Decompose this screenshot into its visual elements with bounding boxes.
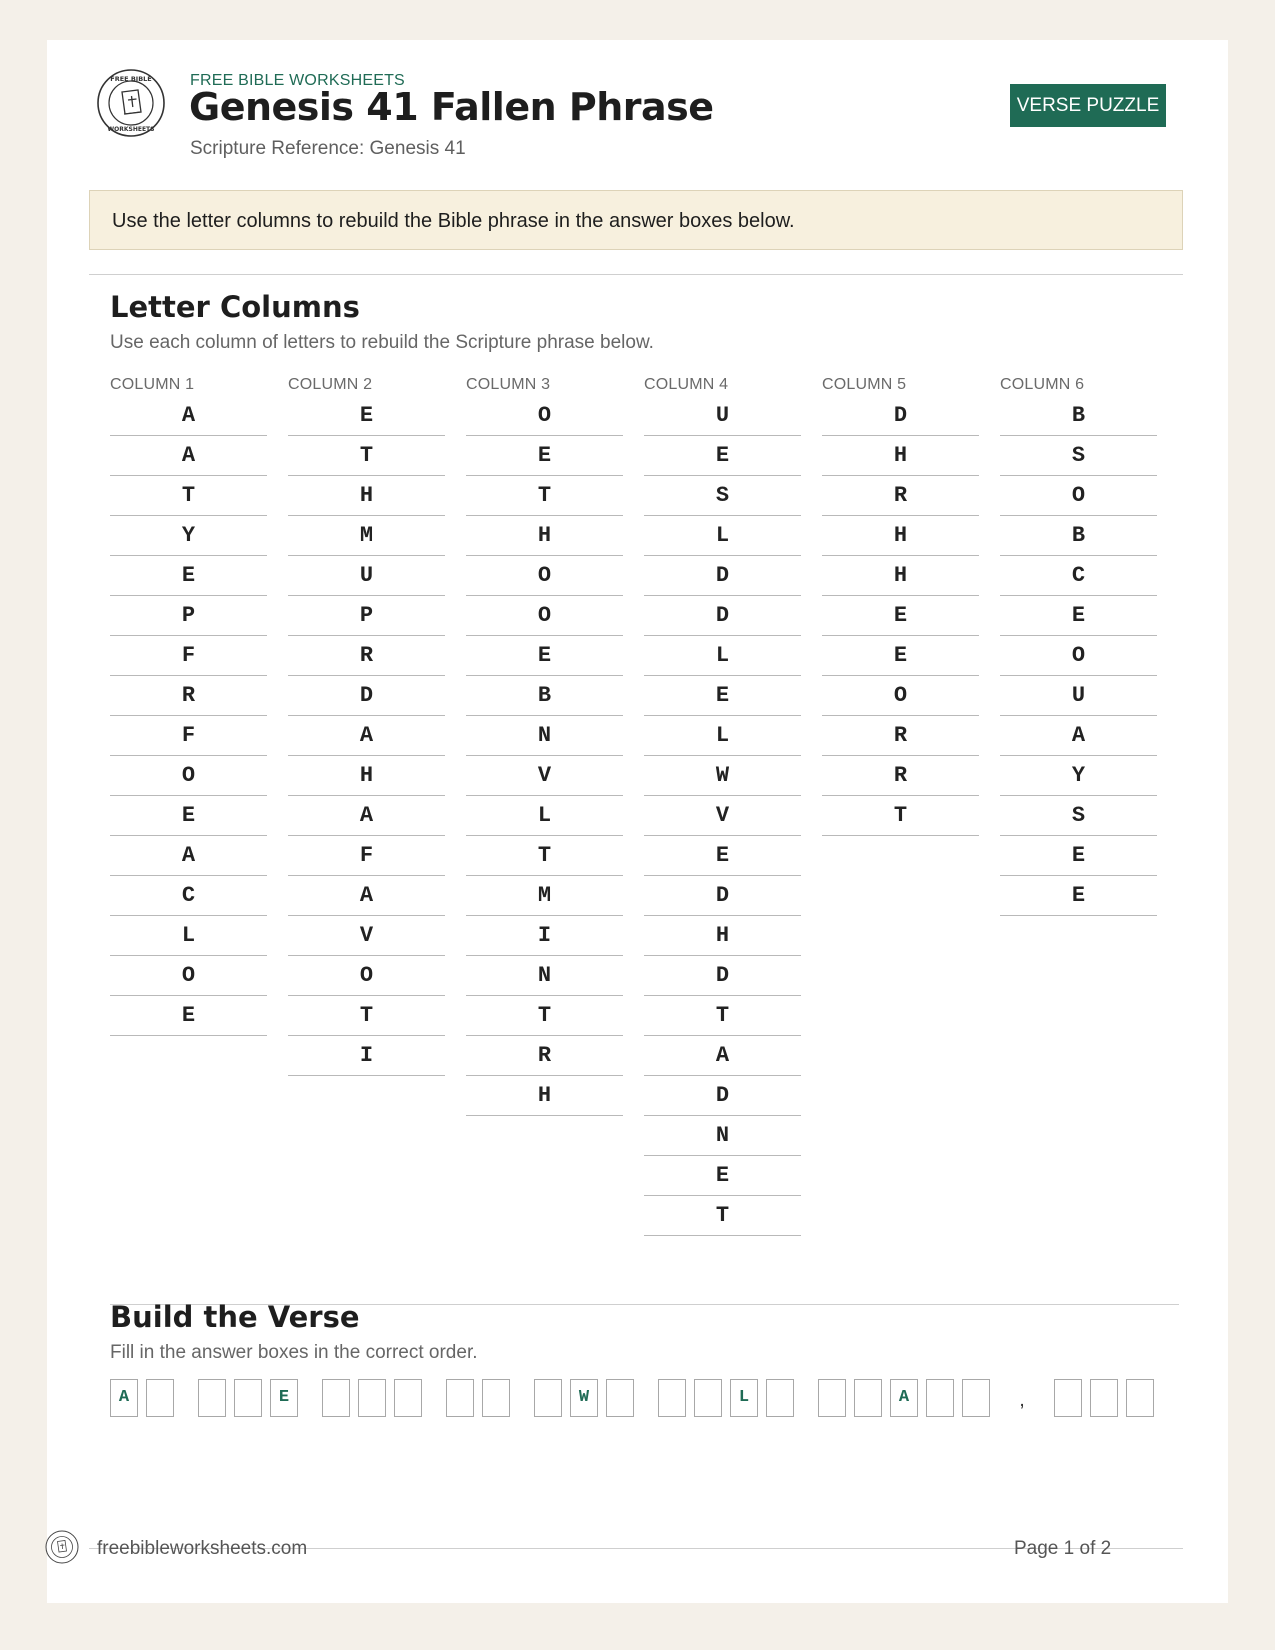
footer-logo-icon bbox=[45, 1530, 79, 1564]
answer-box[interactable] bbox=[446, 1379, 474, 1417]
column-label: COLUMN 5 bbox=[822, 376, 907, 393]
answer-box[interactable] bbox=[766, 1379, 794, 1417]
letter-cell: U bbox=[1000, 676, 1157, 716]
logo-text-bottom: WORKSHEETS bbox=[107, 126, 155, 133]
footer-site: freebibleworksheets.com bbox=[97, 1538, 308, 1559]
answer-box[interactable] bbox=[534, 1379, 562, 1417]
letter-cell: P bbox=[110, 596, 267, 636]
letter-cell: E bbox=[1000, 876, 1157, 916]
letter-cell: D bbox=[288, 676, 445, 716]
letter-cell: T bbox=[466, 836, 623, 876]
answer-box[interactable] bbox=[694, 1379, 722, 1417]
answer-box[interactable] bbox=[818, 1379, 846, 1417]
answer-box[interactable] bbox=[198, 1379, 226, 1417]
letter-cell: E bbox=[822, 596, 979, 636]
letter-cell: D bbox=[822, 396, 979, 436]
letter-cell: A bbox=[288, 796, 445, 836]
answer-box[interactable] bbox=[606, 1379, 634, 1417]
letter-cell: E bbox=[466, 636, 623, 676]
build-verse-title: Build the Verse bbox=[110, 1300, 360, 1334]
letter-cell: E bbox=[466, 436, 623, 476]
letter-cell: A bbox=[110, 836, 267, 876]
page-number: Page 1 of 2 bbox=[1014, 1538, 1112, 1559]
letter-cell: A bbox=[1000, 716, 1157, 756]
letter-cell: F bbox=[110, 716, 267, 756]
column-label: COLUMN 1 bbox=[110, 376, 195, 393]
answer-box-hint: W bbox=[570, 1379, 598, 1417]
letter-cell: A bbox=[288, 876, 445, 916]
letter-cell: L bbox=[466, 796, 623, 836]
header bbox=[47, 40, 1228, 180]
verse-puzzle-badge: VERSE PUZZLE bbox=[1010, 84, 1166, 127]
column-label: COLUMN 3 bbox=[466, 376, 551, 393]
letter-cell: L bbox=[110, 916, 267, 956]
letter-cell: T bbox=[644, 996, 801, 1036]
letter-cell: O bbox=[1000, 476, 1157, 516]
letter-cell: L bbox=[644, 716, 801, 756]
letter-cell: E bbox=[1000, 596, 1157, 636]
letter-cell: E bbox=[110, 796, 267, 836]
letter-cell: T bbox=[466, 476, 623, 516]
letter-cell: R bbox=[822, 716, 979, 756]
letter-cell: Y bbox=[1000, 756, 1157, 796]
letter-cell: T bbox=[110, 476, 267, 516]
instructions-text: Use the letter columns to rebuild the Bible phrase in the answer boxes below. bbox=[112, 210, 795, 232]
letter-cell: M bbox=[466, 876, 623, 916]
letter-cell: D bbox=[644, 556, 801, 596]
answer-box[interactable] bbox=[394, 1379, 422, 1417]
letter-cell: H bbox=[466, 1076, 623, 1116]
letter-cell: H bbox=[466, 516, 623, 556]
letter-columns-grid bbox=[110, 376, 1170, 1276]
column-label: COLUMN 4 bbox=[644, 376, 729, 393]
letter-cell: T bbox=[644, 1196, 801, 1236]
letter-columns-subtitle: Use each column of letters to rebuild the Scripture phrase below. bbox=[110, 332, 654, 353]
letter-cell: H bbox=[288, 756, 445, 796]
letter-cell: H bbox=[822, 556, 979, 596]
letter-cell: N bbox=[466, 956, 623, 996]
brand-label: FREE BIBLE WORKSHEETS bbox=[190, 72, 405, 89]
letter-cell: R bbox=[466, 1036, 623, 1076]
letter-cell: O bbox=[822, 676, 979, 716]
letter-cell: O bbox=[110, 956, 267, 996]
letter-cell: O bbox=[466, 556, 623, 596]
answer-box[interactable] bbox=[962, 1379, 990, 1417]
letter-cell: W bbox=[644, 756, 801, 796]
letter-cell: D bbox=[644, 876, 801, 916]
letter-cell: A bbox=[288, 716, 445, 756]
letter-cell: O bbox=[466, 596, 623, 636]
answer-box[interactable] bbox=[482, 1379, 510, 1417]
letter-cell: A bbox=[110, 436, 267, 476]
answer-box[interactable] bbox=[658, 1379, 686, 1417]
letter-cell: E bbox=[1000, 836, 1157, 876]
letter-cell: V bbox=[288, 916, 445, 956]
answer-box[interactable] bbox=[854, 1379, 882, 1417]
letter-cell: T bbox=[822, 796, 979, 836]
worksheet-page bbox=[47, 40, 1228, 1603]
letter-cell: M bbox=[288, 516, 445, 556]
answer-box[interactable] bbox=[234, 1379, 262, 1417]
letter-cell: V bbox=[644, 796, 801, 836]
letter-cell: D bbox=[644, 596, 801, 636]
letter-cell: T bbox=[288, 436, 445, 476]
page-title: Genesis 41 Fallen Phrase bbox=[189, 85, 714, 129]
answer-boxes bbox=[110, 1379, 1170, 1419]
letter-cell: E bbox=[644, 836, 801, 876]
answer-box[interactable] bbox=[1090, 1379, 1118, 1417]
letter-cell: V bbox=[466, 756, 623, 796]
letter-cell: F bbox=[288, 836, 445, 876]
letter-cell: E bbox=[110, 996, 267, 1036]
letter-cell: B bbox=[1000, 516, 1157, 556]
letter-cell: R bbox=[822, 476, 979, 516]
instructions-box bbox=[89, 190, 1183, 250]
bible-logo-icon bbox=[96, 68, 166, 138]
letter-cell: T bbox=[288, 996, 445, 1036]
column-label: COLUMN 2 bbox=[288, 376, 373, 393]
letter-cell: O bbox=[466, 396, 623, 436]
letter-cell: R bbox=[822, 756, 979, 796]
logo-text-top: FREE BIBLE bbox=[110, 75, 152, 83]
letter-cell: U bbox=[644, 396, 801, 436]
letter-cell: S bbox=[1000, 796, 1157, 836]
letter-cell: H bbox=[822, 516, 979, 556]
letter-cell: T bbox=[466, 996, 623, 1036]
letter-cell: I bbox=[288, 1036, 445, 1076]
letter-cell: L bbox=[644, 516, 801, 556]
punctuation-mark: , bbox=[1019, 1389, 1025, 1411]
answer-box[interactable] bbox=[322, 1379, 350, 1417]
letter-cell: O bbox=[1000, 636, 1157, 676]
answer-box-hint: E bbox=[270, 1379, 298, 1417]
letter-cell: C bbox=[1000, 556, 1157, 596]
letter-cell: N bbox=[644, 1116, 801, 1156]
letter-cell: A bbox=[644, 1036, 801, 1076]
answer-box-hint: A bbox=[110, 1379, 138, 1417]
answer-box[interactable] bbox=[1126, 1379, 1154, 1417]
letter-cell: N bbox=[466, 716, 623, 756]
divider bbox=[89, 274, 1183, 275]
letter-cell: A bbox=[110, 396, 267, 436]
letter-cell: Y bbox=[110, 516, 267, 556]
letter-cell: L bbox=[644, 636, 801, 676]
answer-box-hint: A bbox=[890, 1379, 918, 1417]
letter-columns-title: Letter Columns bbox=[110, 290, 360, 324]
letter-cell: C bbox=[110, 876, 267, 916]
letter-cell: S bbox=[1000, 436, 1157, 476]
answer-box[interactable] bbox=[146, 1379, 174, 1417]
letter-cell: R bbox=[288, 636, 445, 676]
letter-cell: E bbox=[110, 556, 267, 596]
letter-cell: E bbox=[288, 396, 445, 436]
letter-cell: H bbox=[644, 916, 801, 956]
letter-cell: E bbox=[644, 1156, 801, 1196]
letter-cell: I bbox=[466, 916, 623, 956]
build-verse-subtitle: Fill in the answer boxes in the correct order. bbox=[110, 1342, 478, 1363]
answer-box[interactable] bbox=[358, 1379, 386, 1417]
letter-cell: E bbox=[644, 436, 801, 476]
letter-cell: B bbox=[1000, 396, 1157, 436]
scripture-reference: Scripture Reference: Genesis 41 bbox=[190, 138, 466, 159]
letter-cell: O bbox=[110, 756, 267, 796]
answer-box[interactable] bbox=[926, 1379, 954, 1417]
letter-cell: B bbox=[466, 676, 623, 716]
letter-cell: D bbox=[644, 956, 801, 996]
letter-cell: E bbox=[822, 636, 979, 676]
answer-box-hint: L bbox=[730, 1379, 758, 1417]
letter-cell: H bbox=[822, 436, 979, 476]
letter-cell: S bbox=[644, 476, 801, 516]
column-label: COLUMN 6 bbox=[1000, 376, 1085, 393]
letter-cell: D bbox=[644, 1076, 801, 1116]
letter-cell: U bbox=[288, 556, 445, 596]
letter-cell: H bbox=[288, 476, 445, 516]
letter-cell: R bbox=[110, 676, 267, 716]
letter-cell: F bbox=[110, 636, 267, 676]
answer-box[interactable] bbox=[1054, 1379, 1082, 1417]
letter-cell: E bbox=[644, 676, 801, 716]
letter-cell: P bbox=[288, 596, 445, 636]
letter-cell: O bbox=[288, 956, 445, 996]
